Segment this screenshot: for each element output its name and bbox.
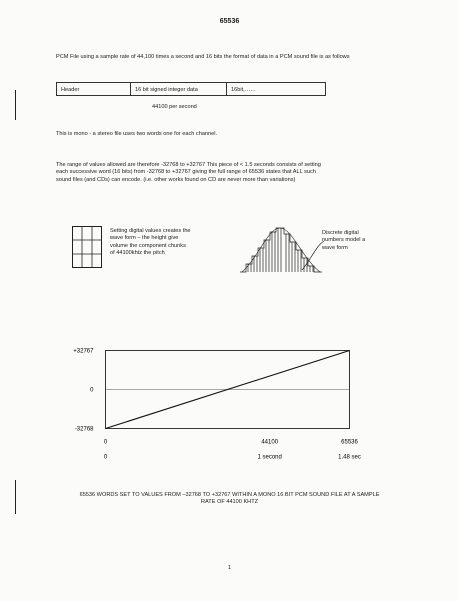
page-title: 65536 [219, 18, 240, 25]
pcm-frame-table [56, 82, 326, 96]
discrete-caption [322, 230, 422, 252]
digital-caption-line-1: Setting digital values creates the [110, 228, 191, 234]
x-time-label: 0 [103, 454, 108, 461]
discrete-caption-line-3: wave form [322, 244, 348, 251]
footer-caption-line-1: 65536 WORDS SET TO VALUES FROM –32768 TO +32767 WITHIN A MONO 16 BIT PCM SOUND FILE AT A SAMPLE [79, 492, 380, 498]
discrete-caption-line-1: Discrete digital [322, 230, 359, 236]
digital-caption-line-2: wave form – the height give [110, 235, 179, 242]
digital-caption-line-3: volume the component chunks [110, 242, 186, 249]
x-time-label: 1.48 sec [338, 454, 361, 461]
frame-cell-header: Header [57, 83, 131, 95]
range-line-2: each successive word (16 bits) from -32768 to +32767 giving the full range of 65536 states that ALL such [56, 169, 316, 176]
y-tick-label: 0 [90, 387, 94, 394]
frame-cell-data: 16 bit signed integer data [131, 83, 227, 95]
range-paragraph [56, 162, 446, 184]
digital-values-diagram [72, 226, 102, 268]
page-number: 1 [227, 565, 232, 571]
mono-note: This is mono - a stereo file uses two words one for each channel. [56, 131, 218, 137]
y-tick-label: +32767 [73, 348, 94, 355]
digital-caption-line-4: of 44100khtz the pitch [110, 249, 165, 256]
discrete-caption-line-2: numbers model a [322, 237, 366, 244]
pcm-range-chart [50, 340, 380, 470]
x-tick-label: 65536 [341, 439, 358, 446]
y-tick-label: -32768 [74, 426, 94, 433]
range-line-3: sound files (and CDs) can encode. (i.e. other works found on CD are never more than variations) [56, 176, 296, 183]
rate-label: 44100 per second [152, 104, 197, 110]
x-tick-label: 0 [103, 439, 108, 446]
x-tick-label: 44100 [261, 439, 279, 446]
frame-cell-more: 16bit,…… [231, 87, 256, 93]
intro-text: PCM File using a sample rate of 44,100 times a second and 16 bits the format of data in a PCM sound file is as follows [56, 54, 350, 60]
x-time-label: 1 second [257, 454, 282, 461]
footer-caption [0, 492, 459, 507]
digital-caption [110, 228, 240, 257]
footer-caption-line-2: RATE OF 44100 KHTZ [200, 499, 259, 506]
range-line-1: The range of values allowed are therefore -32768 to +32767 This piece of < 1.5 seconds consists of setting [56, 162, 321, 168]
margin-mark-top [15, 90, 16, 120]
